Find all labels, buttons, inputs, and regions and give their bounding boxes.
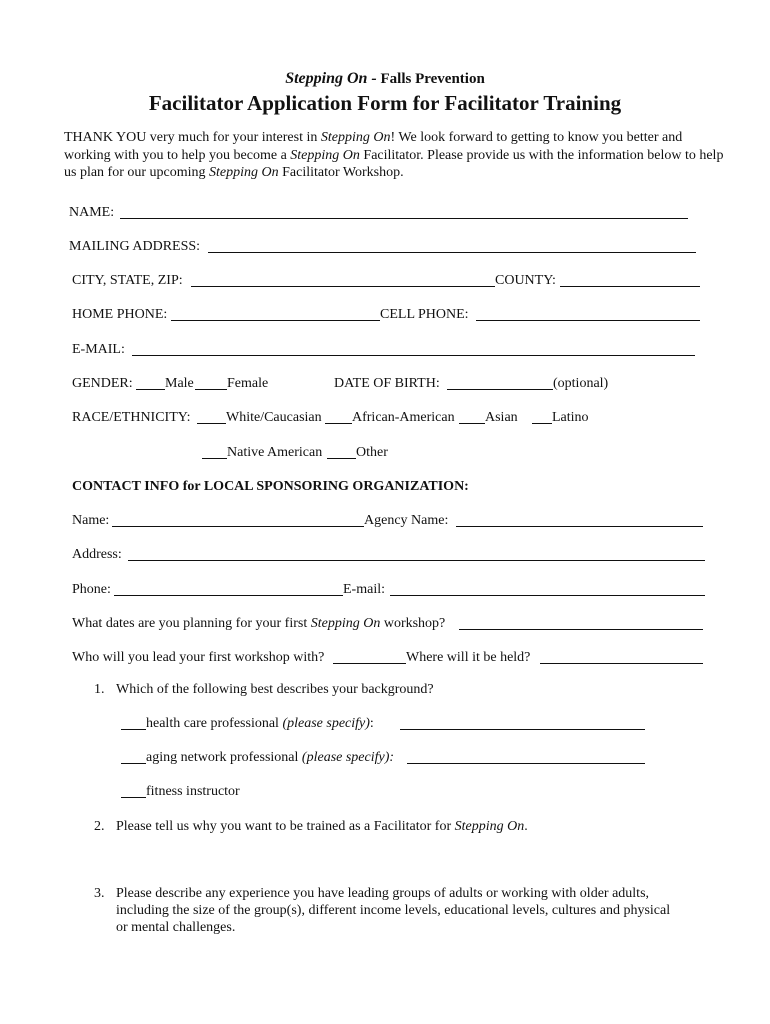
race-native-option: Native American (227, 445, 323, 460)
page-title: Facilitator Application Form for Facilitator Training (148, 91, 622, 115)
race-other-blank[interactable] (327, 458, 356, 459)
contact-address-field[interactable] (128, 560, 705, 561)
race-asian-blank[interactable] (459, 423, 485, 424)
gender-female-option: Female (227, 376, 269, 391)
agency-name-field[interactable] (456, 526, 703, 527)
contact-heading: CONTACT INFO for LOCAL SPONSORING ORGANIZATION: (72, 479, 469, 494)
question-1-text: Which of the following best describes your background? (116, 682, 434, 697)
intro-program: Stepping On (320, 130, 391, 145)
question-text: What dates are you planning for your first (72, 616, 311, 631)
workshop-dates-field[interactable] (459, 629, 703, 630)
home-phone-field[interactable] (171, 320, 380, 321)
race-other-option: Other (356, 445, 388, 460)
city-state-zip-label: CITY, STATE, ZIP: (72, 273, 183, 288)
race-label: RACE/ETHNICITY: (72, 410, 191, 425)
question-text: . (524, 819, 528, 834)
name-field[interactable] (120, 218, 688, 219)
county-label: COUNTY: (495, 273, 556, 288)
intro-text: ! We look forward to getting to know you better and working with you to help you become a (64, 130, 683, 163)
contact-phone-label: Phone: (72, 582, 111, 597)
background-aging-blank[interactable] (121, 763, 146, 764)
race-native-blank[interactable] (202, 458, 227, 459)
background-fitness-blank[interactable] (121, 797, 146, 798)
background-aging-option (146, 750, 394, 766)
question-text: Please tell us why you want to be trained as a Facilitator for (116, 819, 455, 834)
location-field[interactable] (540, 663, 703, 664)
background-health-specify-field[interactable] (400, 729, 645, 730)
race-latino-option: Latino (552, 410, 589, 425)
question-3-line-3: or mental challenges. (116, 920, 236, 935)
contact-name-label: Name: (72, 513, 110, 528)
home-phone-label: HOME PHONE: (72, 307, 168, 322)
race-white-option: White/Caucasian (226, 410, 322, 425)
option-text: : (369, 716, 374, 731)
question-2-number: 2. (94, 819, 105, 834)
location-question: Where will it be held? (406, 650, 531, 665)
gender-male-option: Male (165, 376, 194, 391)
program-name: Stepping On - (285, 70, 377, 87)
city-state-zip-field[interactable] (191, 286, 495, 287)
question-program: Stepping On (454, 819, 525, 834)
gender-male-blank[interactable] (136, 389, 165, 390)
intro-program: Stepping On (209, 165, 279, 180)
background-aging-specify-field[interactable] (407, 763, 645, 764)
contact-name-field[interactable] (112, 526, 364, 527)
race-latino-blank[interactable] (532, 423, 552, 424)
option-text: health care professional (146, 716, 283, 731)
background-fitness-option: fitness instructor (146, 784, 240, 799)
name-label: NAME: (69, 205, 115, 220)
mailing-address-field[interactable] (208, 252, 696, 253)
background-health-option (146, 716, 374, 732)
contact-address-label: Address: (72, 547, 122, 562)
background-health-blank[interactable] (121, 729, 146, 730)
co-leader-field[interactable] (333, 663, 406, 664)
question-2-text (116, 819, 528, 835)
question-1-number: 1. (94, 682, 105, 697)
cell-phone-field[interactable] (476, 320, 700, 321)
intro-program: Stepping On (290, 147, 360, 163)
race-african-blank[interactable] (325, 423, 352, 424)
intro-text: Facilitator. Please provide us with the information below to help us plan for our upcoming (64, 147, 724, 180)
race-african-option: African-American (352, 410, 455, 425)
program-heading (0, 70, 770, 88)
intro-text: Facilitator Workshop. (278, 165, 404, 180)
email-label: E-MAIL: (72, 342, 125, 357)
cell-phone-label: CELL PHONE: (380, 307, 469, 322)
question-3-number: 3. (94, 886, 105, 901)
question-3-line-1: Please describe any experience you have leading groups of adults or working with older adults, (116, 886, 650, 901)
option-hint: (please specify): (301, 750, 395, 765)
question-text: workshop? (380, 616, 446, 631)
intro-text: THANK YOU very much for your interest in (64, 130, 321, 145)
question-3-line-2: including the size of the group(s), different income levels, educational levels, cultures and physical (116, 903, 671, 918)
county-field[interactable] (560, 286, 700, 287)
race-white-blank[interactable] (197, 423, 226, 424)
dob-optional-note: (optional) (553, 376, 609, 391)
gender-label: GENDER: (72, 376, 133, 391)
contact-email-field[interactable] (390, 595, 705, 596)
program-subtitle: Falls Prevention (380, 71, 485, 87)
gender-female-blank[interactable] (195, 389, 227, 390)
option-text: aging network professional (146, 750, 302, 765)
intro-paragraph (64, 129, 724, 182)
contact-email-label: E-mail: (343, 582, 385, 597)
option-hint: (please specify) (282, 716, 370, 731)
dob-label: DATE OF BIRTH: (334, 376, 440, 391)
contact-phone-field[interactable] (114, 595, 343, 596)
co-leader-question: Who will you lead your first workshop with? (72, 650, 325, 665)
email-field[interactable] (132, 355, 695, 356)
race-asian-option: Asian (485, 410, 518, 425)
mailing-address-label: MAILING ADDRESS: (69, 239, 201, 254)
workshop-dates-question (72, 616, 445, 632)
agency-name-label: Agency Name: (364, 513, 449, 528)
dob-field[interactable] (447, 389, 553, 390)
question-program: Stepping On (310, 616, 381, 631)
